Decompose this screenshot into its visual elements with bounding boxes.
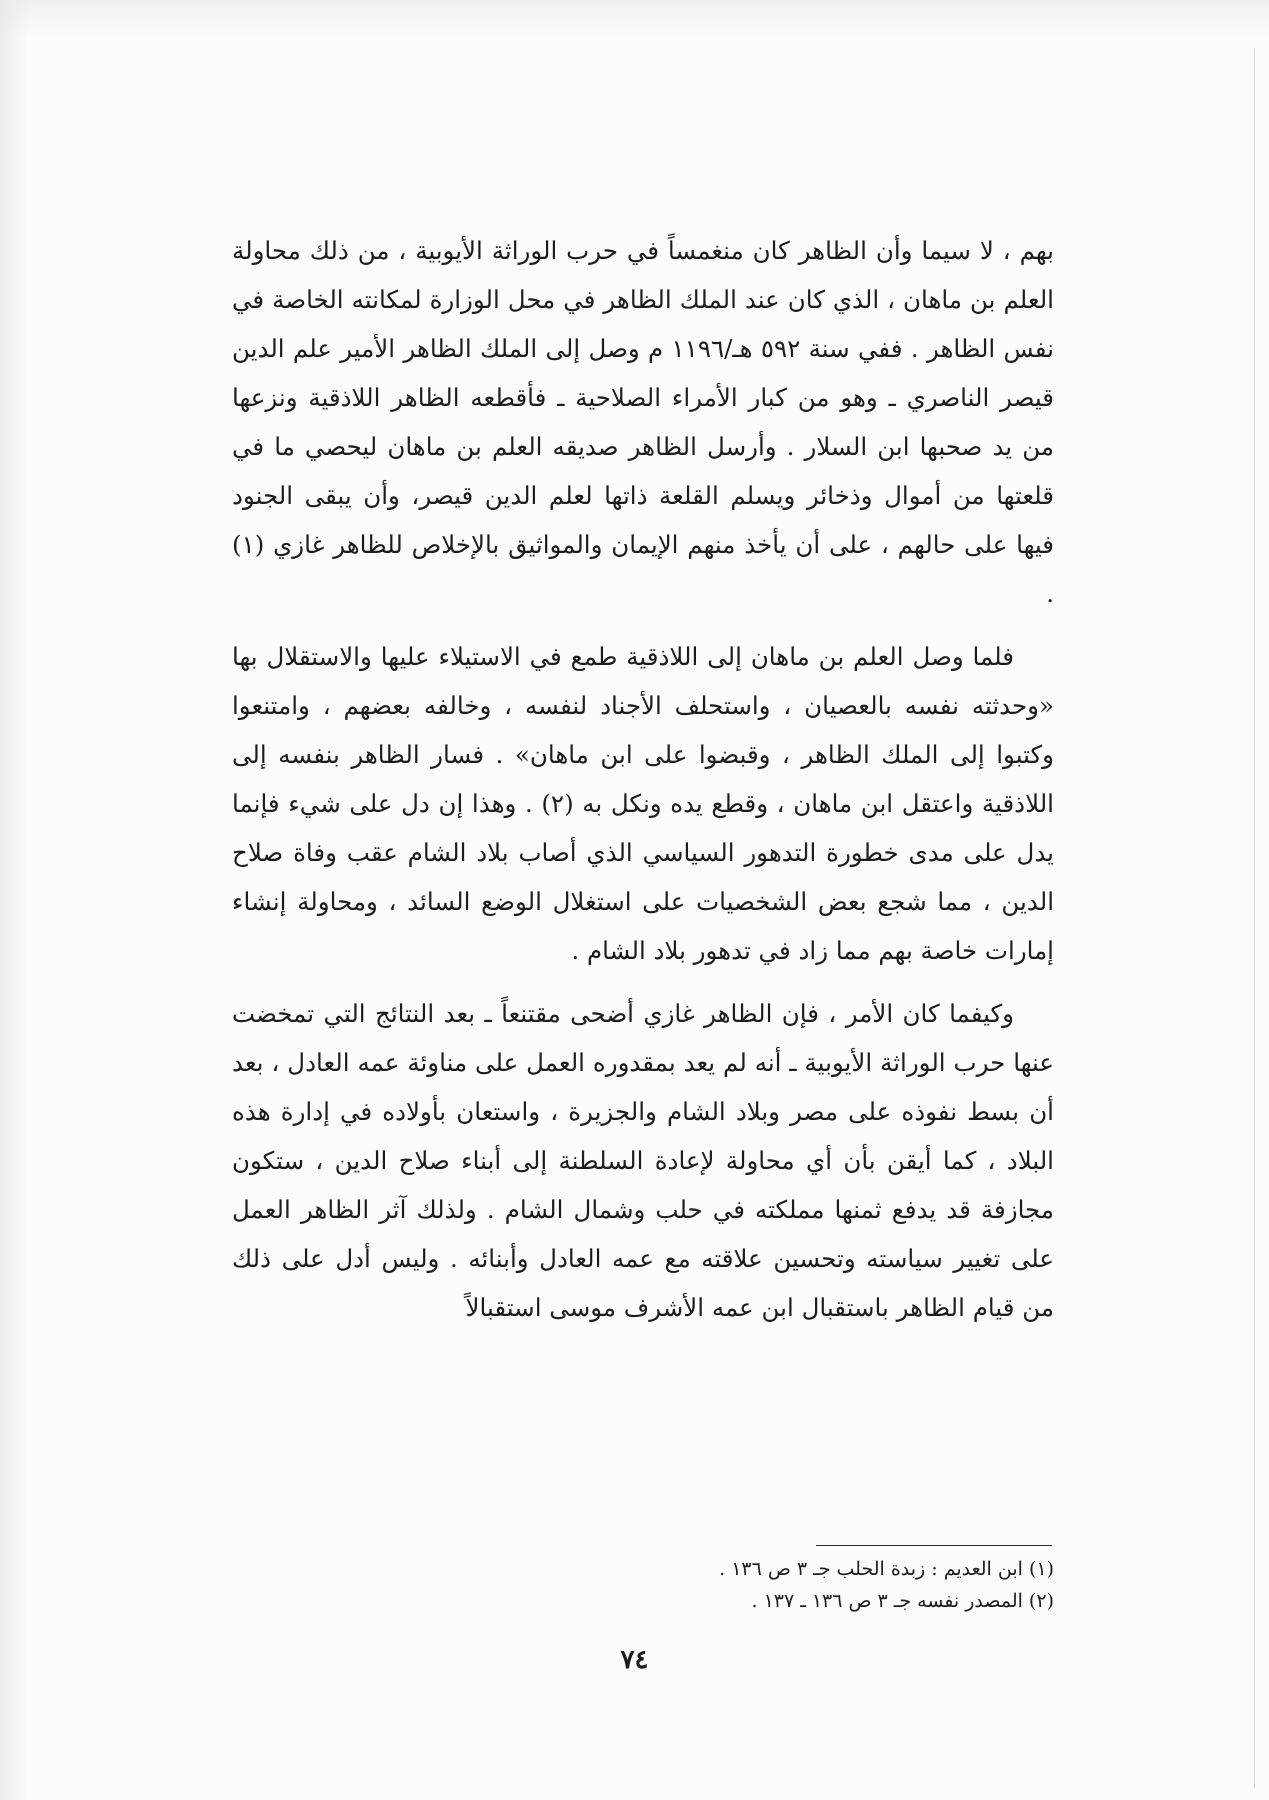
- main-text: [232, 226, 1054, 1332]
- paragraph-3: وكيفما كان الأمر ، فإن الظاهر غازي أضحى مقتنعاً ـ بعد النتائج التي تمخضت عنها حرب الوراثة الأيوبية ـ أنه لم يعد بمقدوره العمل على مناوئة عمه العادل ، بعد أن بسط نفوذه على مصر وبلاد الشام والجزيرة ، واستعان بأولاده في إدارة هذه البلاد ، كما أيقن بأن أي محاولة لإعادة السلطنة إلى أبناء صلاح الدين ، ستكون مجازفة قد يدفع ثمنها مملكته في حلب وشمال الشام . ولذلك آثر الظاهر العمل على تغيير سياسته وتحسين علاقته مع عمه العادل وأبنائه . وليس أدل على ذلك من قيام الظاهر باستقبال ابن عمه الأشرف موسى استقبالاً: [232, 999, 1054, 1322]
- scan-shadow-top: [0, 0, 1269, 40]
- footnote-1: (١) ابن العديم : زبدة الحلب جـ ٣ ص ١٣٦ .: [719, 1558, 1054, 1580]
- page-edge-line: [1254, 48, 1255, 1788]
- paragraph-2: فلما وصل العلم بن ماهان إلى اللاذقية طمع في الاستيلاء عليها والاستقلال بها «وحدثته نفسه بالعصيان ، واستحلف الأجناد لنفسه ، وخالفه بعضهم ، وامتنعوا وكتبوا إلى الملك الظاهر ، وقبضوا على ابن ماهان» . فسار الظاهر بنفسه إلى اللاذقية واعتقل ابن ماهان ، وقطع يده ونكل به (٢) . وهذا إن دل على شيء فإنما يدل على مدى خطورة التدهور السياسي الذي أصاب بلاد الشام عقب وفاة صلاح الدين ، مما شجع بعض الشخصيات على استغلال الوضع السائد ، ومحاولة إنشاء إمارات خاصة بهم مما زاد في تدهور بلاد الشام .: [232, 642, 1054, 965]
- footnote-separator: [816, 1545, 1052, 1546]
- footnotes: [232, 1553, 1054, 1617]
- scan-shadow-left: [0, 0, 28, 1800]
- footnote-2: (٢) المصدر نفسه جـ ٣ ص ١٣٦ ـ ١٣٧ .: [751, 1590, 1054, 1612]
- paragraph-1: بهم ، لا سيما وأن الظاهر كان منغمساً في حرب الوراثة الأيوبية ، من ذلك محاولة العلم بن ماهان ، الذي كان عند الملك الظاهر في محل الوزارة لمكانته الخاصة في نفس الظاهر . ففي سنة ٥٩٢ هـ/١١٩٦ م وصل إلى الملك الظاهر الأمير علم الدين قيصر الناصري ـ وهو من كبار الأمراء الصلاحية ـ فأقطعه الظاهر اللاذقية ونزعها من يد صحبها ابن السلار . وأرسل الظاهر صديقه العلم بن ماهان ليحصي ما في قلعتها من أموال وذخائر ويسلم القلعة ذاتها لعلم الدين قيصر، وأن يبقى الجنود فيها على حالهم ، على أن يأخذ منهم الإيمان والمواثيق بالإخلاص للظاهر غازي (١) .: [232, 236, 1054, 608]
- page-number: ٧٤: [620, 1645, 649, 1675]
